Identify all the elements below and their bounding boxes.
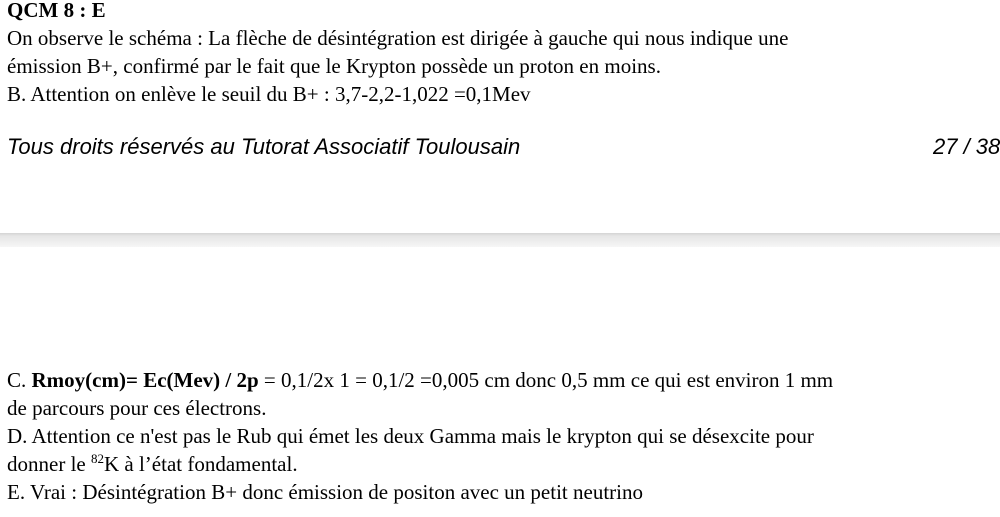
answer-c-line-2: de parcours pour ces électrons. — [7, 396, 267, 420]
page-footer — [7, 133, 1000, 161]
answer-c-line-1 — [7, 366, 1000, 394]
answer-c-calculation: = 0,1/2x 1 = 0,1/2 =0,005 cm donc 0,5 mm ce qui est environ 1 mm — [258, 368, 834, 392]
mass-number-superscript: 82 — [90, 451, 104, 466]
footer-page-number: 27 / 38 — [933, 134, 1000, 159]
answer-d-line-1: D. Attention ce n'est pas le Rub qui émet les deux Gamma mais le krypton qui se désexcite pour — [7, 424, 814, 448]
page-separator — [0, 233, 1000, 247]
answer-d-line-2 — [7, 450, 1000, 478]
answer-c-formula: Rmoy(cm)= Ec(Mev) / 2p — [31, 368, 259, 392]
qcm-title: QCM 8 : E — [7, 0, 106, 22]
answer-d-rest: K à l’état fondamental. — [103, 452, 298, 476]
answer-b-line: B. Attention on enlève le seuil du B+ : 3,7-2,2-1,022 =0,1Mev — [7, 82, 531, 106]
explanation-line-1: On observe le schéma : La flèche de désintégration est dirigée à gauche qui nous indique une — [7, 26, 789, 50]
answer-d-prefix: donner le — [7, 452, 91, 476]
answer-c-prefix: C. — [7, 368, 32, 392]
explanation-line-2: émission B+, confirmé par le fait que le Krypton possède un proton en moins. — [7, 54, 661, 78]
answer-e-line: E. Vrai : Désintégration B+ donc émission de positon avec un petit neutrino — [7, 480, 643, 504]
footer-copyright: Tous droits réservés au Tutorat Associatif Toulousain — [7, 134, 521, 159]
correction-text-top — [7, 0, 997, 108]
correction-text-bottom — [7, 366, 1000, 506]
